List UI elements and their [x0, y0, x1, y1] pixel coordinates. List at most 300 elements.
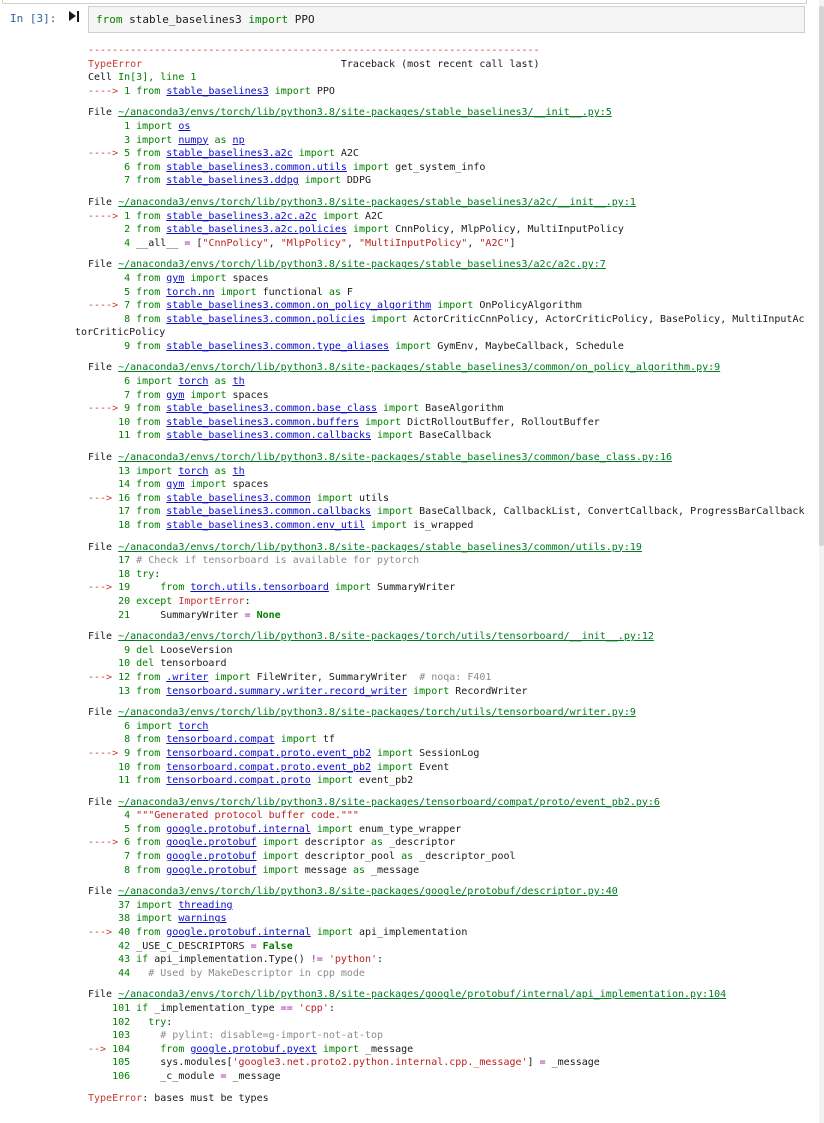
code-token: stable_baselines3: [166, 85, 269, 97]
code-token: 6 import: [88, 720, 173, 732]
traceback-line: [0, 554, 824, 568]
code-token: stable_baselines3.a2c.a2c: [166, 210, 317, 222]
code-token: LooseVersion: [154, 644, 233, 656]
traceback-line: [0, 541, 824, 555]
traceback-line: [0, 120, 824, 134]
code-token: import: [274, 85, 311, 97]
code-token: 6 from: [124, 837, 161, 849]
code-token: stable_baselines3.common.utils: [166, 161, 347, 173]
traceback-line: [0, 313, 824, 327]
code-token: google.protobuf: [166, 851, 257, 863]
traceback-line: [0, 657, 824, 671]
traceback-line: [0, 451, 824, 465]
traceback-line: [0, 429, 824, 443]
code-token: =: [244, 609, 251, 621]
code-token: --->: [88, 671, 119, 683]
scrollbar-thumb[interactable]: [819, 6, 824, 546]
code-token: ,: [346, 237, 359, 249]
code-token: SummaryWriter: [130, 609, 245, 621]
code-token: --->: [88, 582, 119, 594]
code-token: warnings: [178, 913, 227, 925]
code-token: ~/anaconda3/envs/torch/lib/python3.8/site-packages/stable_baselines3/a2c/__init__.py:1: [118, 196, 636, 208]
traceback-line: [0, 899, 824, 913]
code-token: os: [178, 120, 191, 132]
code-token: [130, 1030, 160, 1041]
code-token: utils: [352, 492, 390, 504]
code-token: stable_baselines3.common: [166, 492, 311, 504]
code-token: gym: [166, 272, 185, 284]
traceback-line: [0, 809, 824, 823]
code-token: Traceback (most recent call last): [142, 58, 540, 70]
code-token: 40 from: [118, 927, 161, 939]
code-token: 1: [124, 85, 131, 97]
code-token: ---->: [88, 837, 125, 849]
code-token: google.protobuf.pyext: [190, 1043, 317, 1055]
code-token: stable_baselines3.a2c.policies: [166, 224, 347, 236]
code-token: tensorboard.compat.proto.event_pb2: [166, 761, 371, 773]
traceback-line: [0, 223, 824, 237]
code-token: try: [148, 1016, 167, 1028]
code-token: ---->: [88, 403, 125, 415]
code-token: import: [334, 582, 372, 594]
code-token: 20 except: [88, 595, 173, 607]
code-token: 19: [118, 582, 131, 594]
traceback-line: [0, 1043, 824, 1057]
code-token: TypeError: [88, 58, 143, 70]
code-token: Event: [413, 761, 450, 773]
traceback-output: [0, 44, 824, 1105]
code-token: _descriptor_pool: [413, 851, 516, 863]
code-token: _USE_C_DESCRIPTORS: [136, 940, 251, 952]
code-token: ~/anaconda3/envs/torch/lib/python3.8/site-packages/stable_baselines3/common/utils.py:19: [118, 541, 642, 553]
code-token: 5 from: [88, 286, 161, 298]
code-token: ---->: [88, 210, 125, 222]
traceback-line: [0, 1070, 824, 1084]
traceback-section: [0, 106, 824, 188]
code-token: google.protobuf: [166, 837, 257, 849]
code-token: import: [383, 403, 420, 415]
traceback-line: [0, 340, 824, 354]
code-token: 8 from: [88, 734, 161, 746]
traceback-line: [0, 885, 824, 899]
code-cell-input[interactable]: [88, 6, 805, 33]
traceback-section: [0, 706, 824, 788]
code-token: import: [322, 1043, 359, 1055]
code-token: import: [262, 837, 299, 849]
code-token: ~/anaconda3/envs/torch/lib/python3.8/site-packages/torch/utils/tensorboard/__init__.py:12: [118, 631, 654, 643]
code-token: ~/anaconda3/envs/torch/lib/python3.8/site-packages/stable_baselines3/__init__.py:5: [118, 107, 612, 119]
code-token: tensorboard.compat.proto.event_pb2: [166, 747, 371, 759]
traceback-line: [0, 940, 824, 954]
code-token: 9 del: [88, 644, 155, 656]
code-token: import: [298, 148, 335, 160]
traceback-line: [0, 1092, 824, 1106]
code-token: stable_baselines3.common.base_class: [166, 403, 377, 415]
code-token: 106: [88, 1070, 131, 1082]
traceback-line: [0, 106, 824, 120]
code-token: th: [232, 376, 245, 388]
code-token: [: [190, 237, 203, 249]
code-token: import: [214, 671, 251, 683]
code-token: 16 from: [118, 492, 161, 504]
code-token: ActorCriticCnnPolicy, ActorCriticPolicy, BasePolicy, MultiInputAc: [407, 313, 805, 325]
code-token: torCriticPolicy: [75, 327, 166, 339]
code-token: _message: [364, 864, 420, 876]
code-token: enum_type_wrapper: [352, 823, 462, 835]
code-token: message: [298, 864, 353, 876]
code-token: File: [88, 259, 119, 271]
code-token: _message: [226, 1070, 281, 1082]
code-token: File: [88, 796, 119, 808]
traceback-line: [0, 761, 824, 775]
code-token: :: [154, 568, 161, 580]
code-token: 13 import: [88, 465, 173, 477]
code-token: import: [190, 479, 227, 491]
code-token: 2 from: [88, 224, 161, 236]
code-token: 42: [88, 940, 137, 952]
code-token: stable_baselines3: [122, 13, 249, 26]
code-token: # Used by MakeDescriptor in cpp mode: [148, 967, 365, 979]
scrollbar-track[interactable]: [819, 0, 824, 1123]
code-token: ~/anaconda3/envs/torch/lib/python3.8/site-packages/torch/utils/tensorboard/writer.py:9: [118, 707, 636, 719]
code-token: descriptor: [298, 837, 371, 849]
code-token: BaseCallback: [413, 430, 492, 442]
code-token: File: [88, 196, 119, 208]
code-token: ~/anaconda3/envs/torch/lib/python3.8/site-packages/google/protobuf/internal/api_implementation.py:104: [118, 989, 727, 1001]
traceback-line: [0, 258, 824, 272]
traceback-line: [0, 953, 824, 967]
traceback-line: [0, 1056, 824, 1070]
code-token: "A2C": [479, 237, 510, 249]
code-token: from: [160, 582, 185, 594]
code-token: sys.modules[: [130, 1057, 233, 1069]
traceback-line: [0, 644, 824, 658]
traceback-line: [0, 134, 824, 148]
code-token: [130, 1017, 148, 1028]
traceback-line: [0, 375, 824, 389]
traceback-line: [0, 147, 824, 161]
code-token: FileWriter, SummaryWriter: [250, 671, 420, 683]
traceback-line: [0, 519, 824, 533]
input-prompt: In [3]:: [10, 12, 57, 25]
code-token: -->: [88, 1043, 113, 1055]
code-token: BaseCallback, CallbackList, ConvertCallback, ProgressBarCallback: [413, 506, 805, 518]
code-token: from: [136, 85, 161, 97]
code-token: File: [88, 707, 119, 719]
code-token: ---->: [88, 148, 125, 160]
play-bar-icon: [77, 11, 79, 22]
code-token: import: [371, 313, 408, 325]
code-token: =: [184, 237, 191, 249]
code-token: 12 from: [118, 671, 161, 683]
traceback-line: [0, 671, 824, 685]
code-token: 6 from: [88, 161, 161, 173]
code-token: google.protobuf: [166, 864, 257, 876]
code-token: SummaryWriter: [371, 582, 456, 594]
code-token: :: [166, 1016, 173, 1028]
code-token: 11 from: [88, 775, 161, 787]
code-token: functional: [256, 286, 329, 298]
code-token: stable_baselines3.ddpg: [166, 175, 299, 187]
traceback-line: [0, 685, 824, 699]
code-token: 101 if: [88, 1003, 149, 1014]
traceback-section: [0, 44, 824, 98]
code-token: 103: [88, 1030, 131, 1042]
code-token: 44: [88, 967, 131, 979]
code-token: import: [364, 416, 402, 428]
traceback-line: [0, 706, 824, 720]
code-token: torch.utils.tensorboard: [190, 582, 329, 594]
code-token: 7 from: [88, 175, 161, 187]
code-token: import: [262, 864, 299, 876]
traceback-line: [0, 85, 824, 99]
code-token: stable_baselines3.common.on_policy_algorithm: [166, 300, 432, 312]
code-token: np: [232, 134, 245, 146]
code-token: stable_baselines3.common.buffers: [166, 416, 359, 428]
code-token: 7 from: [124, 300, 161, 312]
code-token: ]: [509, 237, 516, 249]
code-token: ]: [527, 1057, 540, 1069]
code-token: CnnPolicy, MlpPolicy, MultiInputPolicy: [389, 224, 624, 236]
code-token: DictRolloutBuffer, RolloutBuffer: [401, 416, 600, 428]
code-token: 'cpp': [298, 1003, 329, 1014]
code-token: import: [304, 175, 341, 187]
code-token: OnPolicyAlgorithm: [473, 300, 582, 312]
traceback-line: [0, 361, 824, 375]
traceback-line: [0, 272, 824, 286]
traceback-line: [0, 402, 824, 416]
code-token: as: [214, 134, 227, 146]
code-token: ==: [280, 1003, 293, 1014]
code-token: BaseAlgorithm: [419, 403, 504, 415]
code-token: tf: [316, 734, 335, 746]
code-token: 104: [112, 1043, 131, 1055]
code-token: 7 from: [88, 851, 161, 863]
code-token: _c_module: [130, 1070, 221, 1082]
code-token: spaces: [226, 479, 269, 491]
code-token: ~/anaconda3/envs/torch/lib/python3.8/site-packages/stable_baselines3/a2c/a2c.py:7: [118, 259, 606, 271]
traceback-line: [0, 581, 824, 595]
code-token: import: [437, 300, 474, 312]
code-token: In[3], line 1: [118, 72, 197, 84]
code-token: :: [244, 595, 251, 607]
code-token: F: [340, 286, 353, 298]
traceback-line: [0, 630, 824, 644]
previous-cell-border: [2, 0, 807, 4]
code-token: 37 import: [88, 899, 173, 911]
code-token: 4: [88, 810, 137, 822]
traceback-line: [0, 389, 824, 403]
traceback-line: [0, 58, 824, 72]
code-token: =: [220, 1070, 227, 1082]
traceback-line: [0, 733, 824, 747]
code-token: =: [539, 1057, 546, 1069]
code-token: api_implementation: [352, 927, 468, 939]
code-token: import: [280, 734, 317, 746]
code-token: import: [413, 685, 450, 697]
traceback-section: [0, 361, 824, 443]
code-token: "CnnPolicy": [202, 237, 269, 249]
code-token: RecordWriter: [449, 685, 528, 697]
code-token: tensorboard.compat.proto: [166, 775, 311, 787]
code-token: A2C: [358, 210, 384, 222]
code-token: as: [214, 465, 227, 477]
traceback-line: [0, 237, 824, 251]
code-token: as: [352, 864, 365, 876]
code-token: 13 from: [88, 685, 161, 697]
code-token: import: [377, 430, 414, 442]
traceback-line: [0, 286, 824, 300]
code-token: 17 from: [88, 506, 161, 518]
code-token: torch: [178, 376, 209, 388]
code-token: 9 from: [88, 340, 161, 352]
code-token: 1 from: [124, 210, 161, 222]
code-token: File: [88, 107, 119, 119]
code-token: 6 import: [88, 376, 173, 388]
code-token: PPO: [310, 85, 335, 97]
code-token: :: [328, 1003, 335, 1014]
traceback-line: [0, 850, 824, 864]
code-token: DDPG: [340, 175, 371, 187]
code-token: _message: [358, 1043, 414, 1055]
code-token: File: [88, 886, 119, 898]
code-token: as: [328, 286, 341, 298]
code-token: import: [377, 761, 414, 773]
code-token: 9 from: [124, 403, 161, 415]
code-token: ~/anaconda3/envs/torch/lib/python3.8/site-packages/tensorboard/compat/proto/event_pb2.py:6: [118, 796, 660, 808]
code-token: [130, 968, 148, 979]
code-token: None: [256, 609, 281, 621]
traceback-line: [0, 478, 824, 492]
code-token: gym: [166, 479, 185, 491]
traceback-line: [0, 505, 824, 519]
traceback-section: [0, 796, 824, 878]
code-token: import: [371, 520, 408, 531]
code-token: import: [316, 823, 353, 835]
code-token: torch.nn: [166, 286, 215, 298]
code-token: File: [88, 362, 119, 374]
code-token: import: [316, 775, 353, 787]
code-token: ,: [268, 237, 281, 249]
code-token: as: [401, 851, 414, 863]
code-token: ---->: [88, 747, 125, 759]
code-token: File: [88, 452, 119, 464]
code-token: import: [262, 851, 299, 863]
code-token: tensorboard.summary.writer.record_writer: [166, 685, 408, 697]
code-token: TypeError: [88, 1092, 143, 1104]
run-cell-icon[interactable]: [69, 11, 81, 22]
traceback-line: [0, 595, 824, 609]
code-token: # pylint: disable=g-import-not-at-top: [160, 1030, 384, 1042]
code-token: stable_baselines3.common.callbacks: [166, 430, 371, 442]
code-token: spaces: [226, 389, 269, 401]
code-token: stable_baselines3.common.env_util: [166, 520, 365, 531]
traceback-section: [0, 885, 824, 980]
code-token: 105: [88, 1057, 131, 1069]
code-token: ---------------------------------------------------------------------------: [88, 45, 540, 56]
code-token: # noqa: F401: [419, 671, 492, 683]
code-token: ~/anaconda3/envs/torch/lib/python3.8/site-packages/google/protobuf/descriptor.py:40: [118, 886, 618, 898]
traceback-line: [0, 747, 824, 761]
code-token: descriptor_pool: [298, 851, 402, 863]
traceback-line: [0, 720, 824, 734]
code-token: import: [377, 506, 414, 518]
code-token: import: [395, 340, 432, 352]
code-token: import: [377, 747, 414, 759]
code-token: 10 from: [88, 761, 161, 773]
code-token: PPO: [288, 13, 315, 26]
code-token: ImportError: [178, 595, 245, 607]
traceback-line: [0, 210, 824, 224]
traceback-line: [0, 71, 824, 85]
traceback-line: [0, 416, 824, 430]
code-token: import: [220, 286, 257, 298]
code-token: 4: [88, 237, 137, 249]
code-token: import: [352, 161, 390, 173]
code-token: spaces: [226, 272, 269, 284]
code-token: [130, 582, 160, 593]
play-triangle-icon: [69, 11, 76, 21]
code-token: import: [316, 492, 353, 504]
code-token: 5 from: [124, 148, 161, 160]
code-token: __all__: [136, 237, 185, 249]
code-token: File: [88, 989, 119, 1001]
code-token: google.protobuf.internal: [166, 823, 311, 835]
code-token: event_pb2: [352, 775, 414, 787]
code-token: 8 from: [88, 864, 161, 876]
code-token: import: [316, 927, 353, 939]
code-token: as: [371, 837, 384, 849]
code-token: as: [214, 376, 227, 388]
traceback-line: [0, 44, 824, 58]
traceback-line: [0, 568, 824, 582]
traceback-section: [0, 258, 824, 353]
code-token: "MlpPolicy": [280, 237, 347, 249]
code-token: "MultiInputPolicy": [358, 237, 468, 249]
code-token: [130, 1044, 160, 1055]
traceback-line: [0, 836, 824, 850]
code-token: 4 from: [88, 272, 161, 284]
code-token: _descriptor: [383, 837, 456, 849]
code-token: from: [160, 1043, 185, 1055]
traceback-section: [0, 1092, 824, 1106]
code-token: 7 from: [88, 389, 161, 401]
traceback-section: [0, 630, 824, 698]
code-token: threading: [178, 899, 233, 911]
code-token: .writer: [166, 671, 209, 683]
code-token: import: [352, 224, 390, 236]
code-token: 43 if: [88, 954, 149, 966]
traceback-line: [0, 161, 824, 175]
code-token: 10 from: [88, 416, 161, 428]
code-token: _implementation_type: [148, 1003, 281, 1014]
input-code-line[interactable]: [89, 7, 804, 27]
code-token: import: [190, 389, 227, 401]
code-token: --->: [88, 927, 119, 939]
code-token: 38 import: [88, 913, 173, 925]
traceback-line: [0, 1029, 824, 1043]
code-token: --->: [88, 492, 119, 504]
traceback-line: [0, 967, 824, 981]
code-token: 3 import: [88, 134, 173, 146]
code-token: 18 from: [88, 520, 161, 531]
traceback-line: [0, 796, 824, 810]
code-token: tensorboard: [154, 658, 227, 670]
code-token: : bases must be types: [142, 1092, 269, 1104]
code-token: 9 from: [124, 747, 161, 759]
code-token: import: [190, 272, 227, 284]
code-token: 'google3.net.proto2.python.internal.cpp._message': [232, 1057, 528, 1069]
